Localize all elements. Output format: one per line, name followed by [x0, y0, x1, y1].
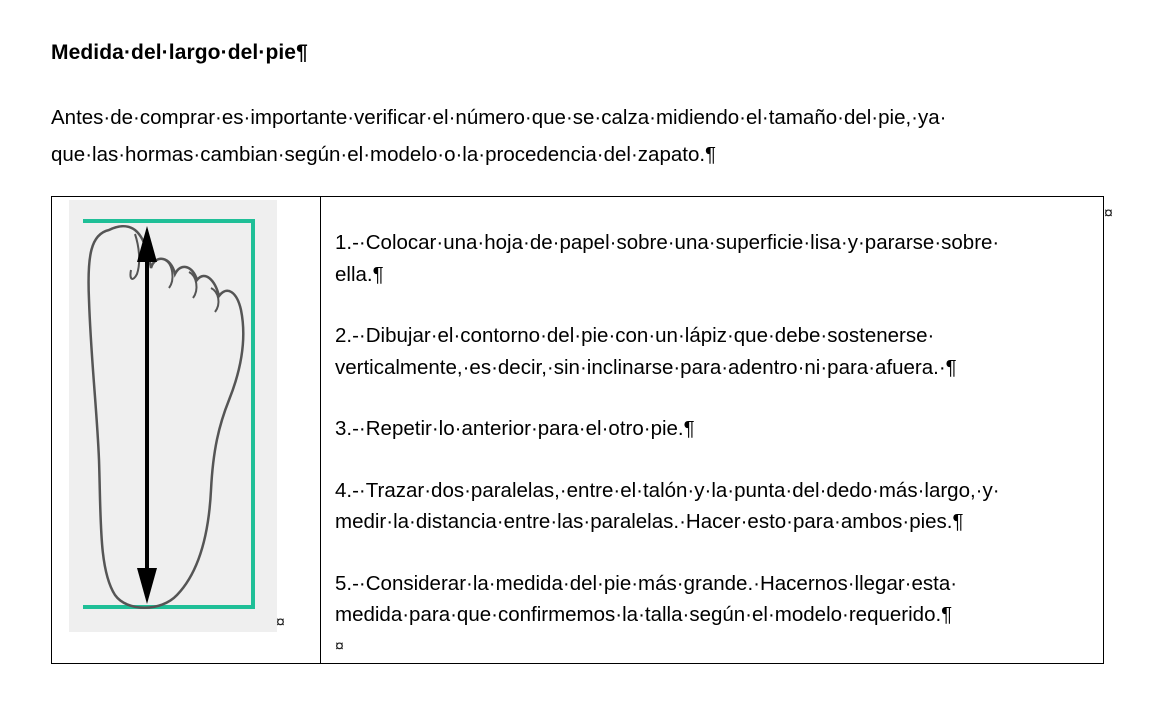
list-item	[335, 413, 1095, 445]
step-4-line-2: medir·la·distancia·entre·las·paralelas.·Hacer·esto·para·ambos·pies.¶	[335, 510, 964, 533]
step-1-line-1: 1.-·Colocar·una·hoja·de·papel·sobre·una·superficie·lisa·y·pararse·sobre·	[335, 231, 1000, 254]
step-5-line-1: 5.-·Considerar·la·medida·del·pie·más·grande.·Hacernos·llegar·esta·	[335, 571, 958, 595]
text-cell	[321, 197, 1104, 664]
cell-end-marker: ¤	[276, 614, 285, 631]
document-heading: Medida·del·largo·del·pie¶	[51, 41, 308, 64]
intro-line-1: Antes·de·comprar·es·importante·verificar·el·número·que·se·calza·midiendo·el·tamaño·del·pie,·ya·	[51, 106, 947, 129]
instructions-table	[51, 196, 1104, 664]
image-cell	[52, 197, 321, 664]
step-2-line-1: 2.-·Dibujar·el·contorno·del·pie·con·un·lápiz·que·debe·sostenerse·	[335, 324, 935, 347]
foot-measurement-icon	[69, 200, 277, 632]
list-item	[335, 475, 1095, 538]
table-row	[52, 197, 1104, 664]
step-2-line-2: verticalmente,·es·decir,·sin·inclinarse·para·adentro·ni·para·afuera.·¶	[335, 355, 957, 379]
step-4-line-1: 4.-·Trazar·dos·paralelas,·entre·el·talón·y·la·punta·del·dedo·más·largo,·y·	[335, 478, 1000, 502]
row-end-marker: ¤	[1104, 205, 1113, 222]
intro-line-2: que·las·hormas·cambian·según·el·modelo·o·la·procedencia·del·zapato.¶	[51, 143, 717, 166]
step-5-line-2: medida·para·que·confirmemos·la·talla·según·el·modelo·requerido.¶	[335, 603, 953, 626]
list-item	[335, 320, 1095, 383]
list-item	[335, 568, 1095, 631]
intro-paragraph	[51, 99, 1121, 173]
step-1-line-2: ella.¶	[335, 262, 384, 286]
list-item	[335, 227, 1095, 290]
steps-list	[335, 227, 1095, 663]
cell-end-marker: ¤	[335, 637, 344, 655]
step-3-line-1: 3.-·Repetir·lo·anterior·para·el·otro·pie.¶	[335, 417, 695, 440]
